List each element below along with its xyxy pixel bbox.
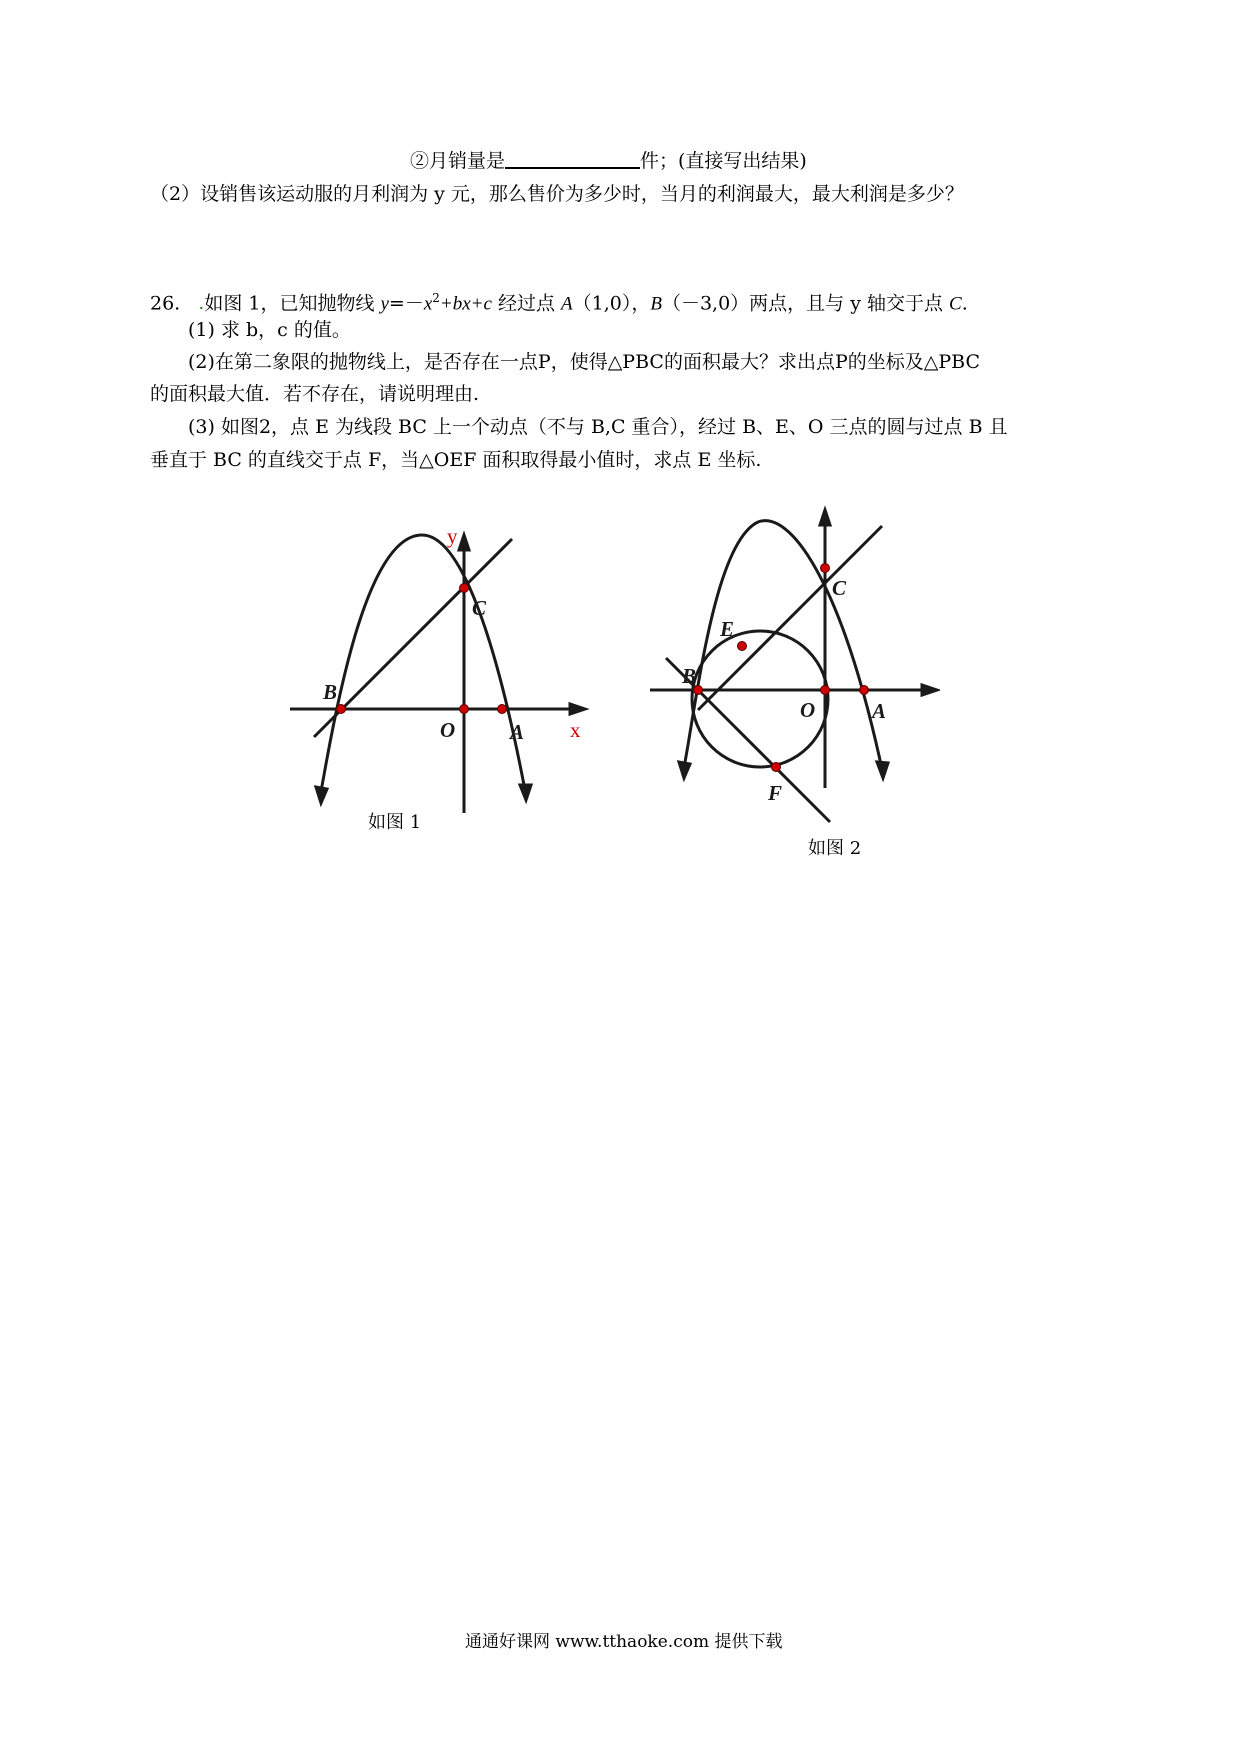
q26-part2-line2: 的面积最大值．若不存在，请说明理由.: [150, 383, 480, 405]
label-o: O: [440, 718, 456, 742]
q25-sub2: [410, 148, 807, 174]
figure-2-caption: 如图 2: [808, 838, 862, 859]
point-o-dot: [821, 686, 830, 695]
point-f-dot: [772, 763, 781, 772]
point-b-dot: [337, 705, 346, 714]
q25-sub2-prefix: ②月销量是: [410, 150, 506, 172]
label-e: E: [720, 617, 735, 641]
label-o: O: [800, 698, 816, 722]
label-y: y: [447, 524, 458, 548]
point-o-dot: [460, 705, 469, 714]
question-number: 26.: [150, 292, 181, 315]
label-a: A: [872, 699, 887, 723]
formula-y: y: [380, 293, 389, 315]
q25-sub2-suffix: 件；(直接写出结果): [640, 150, 807, 172]
point-c-dot: [460, 584, 469, 593]
label-c: C: [472, 596, 487, 620]
q25-part2: （2）设销售该运动服的月利润为 y 元，那么售价为多少时，当月的利润最大，最大利润是多少？: [150, 183, 964, 205]
point-a-coord: （1,0），: [572, 292, 651, 315]
point-e-dot: [738, 642, 747, 651]
figure-2: [640, 500, 940, 830]
formula-rest: +bx+c: [439, 293, 492, 315]
q26-part3-line2: 垂直于 BC 的直线交于点 F，当△OEF 面积取得最小值时，求点 E 坐标.: [150, 449, 762, 471]
label-a: A: [510, 720, 525, 744]
q26-part3-line1: (3) 如图2，点 E 为线段 BC 上一个动点（不与 B,C 重合），经过 B、E、O 三点的圆与过点 B 且: [188, 416, 1008, 438]
label-f: F: [768, 781, 783, 805]
parabola-left-arrow: [316, 787, 327, 803]
label-c: C: [832, 576, 847, 600]
parabola: [320, 535, 525, 797]
label-b: B: [323, 680, 338, 704]
intro-end: .: [961, 292, 968, 315]
parabola-left-arrow: [679, 762, 690, 778]
y-axis-arrow: [820, 510, 830, 525]
x-axis-arrow: [570, 704, 585, 714]
point-a: A: [561, 293, 573, 315]
point-c-dot: [821, 564, 830, 573]
x-axis-arrow: [922, 685, 937, 695]
q26-part1: (1) 求 b，c 的值。: [188, 319, 351, 341]
q26-intro: [150, 285, 968, 317]
figure-1: [280, 515, 610, 815]
point-c: C: [949, 293, 962, 315]
formula-exponent: 2: [432, 291, 440, 305]
stray-dot: .: [198, 292, 205, 315]
parabola: [684, 521, 882, 770]
answer-blank: [505, 149, 640, 169]
parabola-right-arrow: [877, 762, 888, 778]
formula-x: x: [423, 293, 433, 315]
label-b: B: [682, 664, 697, 688]
q26-part2-line1: (2)在第二象限的抛物线上，是否存在一点P，使得△PBC的面积最大？求出点P的坐标及△PBC: [188, 351, 980, 373]
parabola-right-arrow: [520, 785, 531, 800]
y-axis-arrow: [459, 535, 469, 550]
page-footer: 通通好课网 www.tthaoke.com 提供下载: [465, 1632, 783, 1652]
point-a-dot: [498, 705, 507, 714]
point-b-coord: （－3,0）两点，且与 y 轴交于点: [661, 292, 950, 315]
point-a-dot: [860, 686, 869, 695]
label-x: x: [570, 718, 581, 742]
figure-1-caption: 如图 1: [368, 812, 422, 833]
intro-text-b: 经过点: [491, 292, 562, 315]
formula-eq: =－: [388, 292, 424, 315]
intro-text: 如图 1，已知抛物线: [204, 292, 381, 315]
point-b: B: [650, 293, 662, 315]
